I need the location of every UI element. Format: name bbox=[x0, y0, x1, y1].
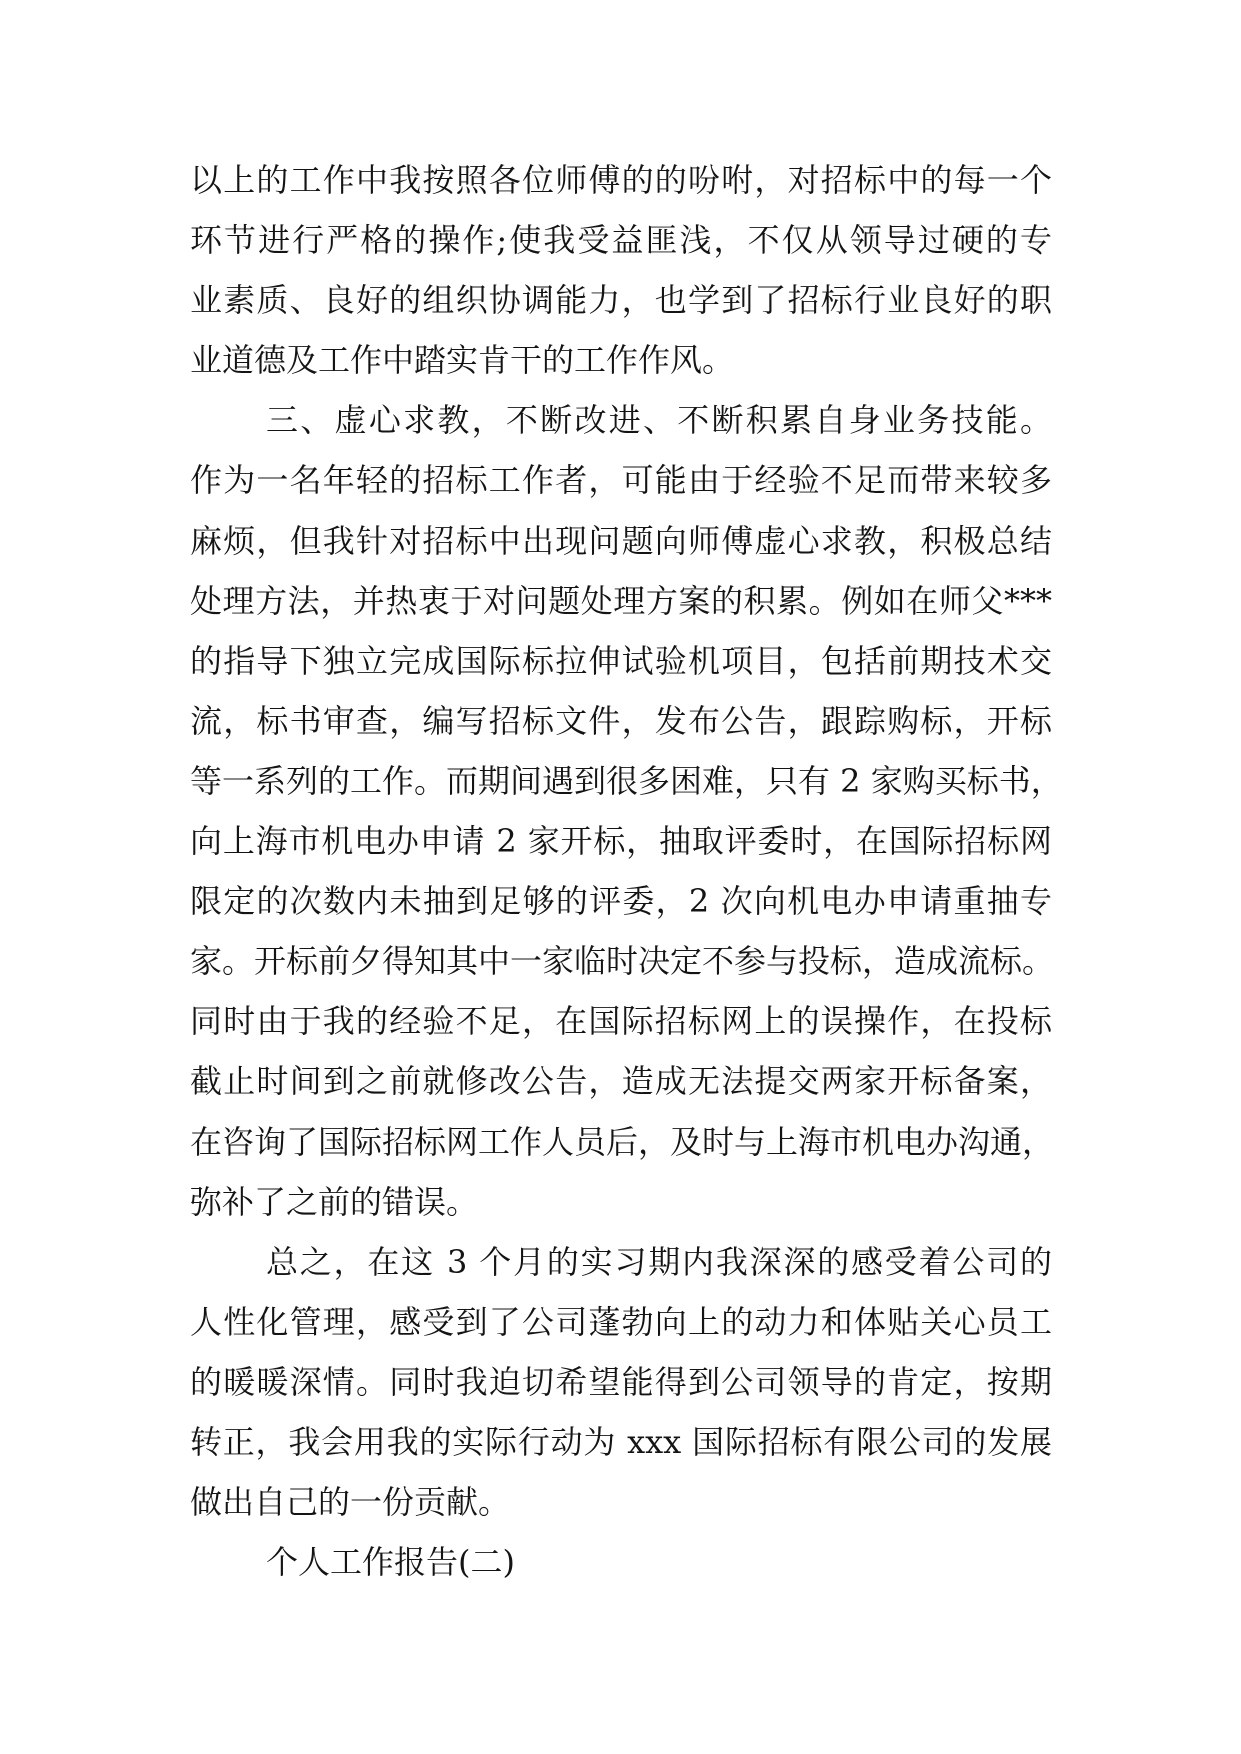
document-body bbox=[190, 150, 1063, 1592]
text-line: 弥补了之前的错误。 bbox=[190, 1182, 479, 1221]
text-line: 等一系列的工作。而期间遇到很多困难，只有 2 家购买标书， bbox=[190, 761, 1063, 800]
text-line: 的指导下独立完成国际标拉伸试验机项目，包括前期技术交 bbox=[190, 641, 1052, 680]
text-line: 处理方法，并热衷于对问题处理方案的积累。例如在师父*** bbox=[190, 581, 1052, 620]
text-line: 人性化管理，感受到了公司蓬勃向上的动力和体贴关心员工 bbox=[190, 1302, 1052, 1341]
text-line: 总之，在这 3 个月的实习期内我深深的感受着公司的 bbox=[266, 1242, 1052, 1281]
report-heading: 个人工作报告(二) bbox=[266, 1543, 515, 1582]
text-line: 环节进行严格的操作;使我受益匪浅，不仅从领导过硬的专 bbox=[190, 221, 1052, 260]
text-line: 同时由于我的经验不足，在国际招标网上的误操作，在投标 bbox=[190, 1002, 1052, 1041]
text-line: 转正，我会用我的实际行动为 xxx 国际招标有限公司的发展 bbox=[190, 1422, 1052, 1461]
text-line: 限定的次数内未抽到足够的评委，2 次向机电办申请重抽专 bbox=[190, 882, 1052, 921]
text-line: 业道德及工作中踏实肯干的工作作风。 bbox=[190, 341, 735, 380]
text-line: 的暖暖深情。同时我迫切希望能得到公司领导的肯定，按期 bbox=[190, 1362, 1052, 1401]
text-line: 家。开标前夕得知其中一家临时决定不参与投标，造成流标。 bbox=[190, 942, 1055, 981]
text-line: 麻烦，但我针对招标中出现问题向师傅虚心求教，积极总结 bbox=[190, 521, 1052, 560]
text-line: 在咨询了国际招标网工作人员后，及时与上海市机电办沟通， bbox=[190, 1122, 1055, 1161]
text-line: 以上的工作中我按照各位师傅的的吩咐，对招标中的每一个 bbox=[190, 161, 1052, 199]
text-line: 做出自己的一份贡献。 bbox=[190, 1483, 511, 1522]
section-heading: 三、虚心求教，不断改进、不断积累自身业务技能。 bbox=[266, 401, 1052, 440]
text-line: 向上海市机电办申请 2 家开标，抽取评委时，在国际招标网 bbox=[190, 822, 1052, 861]
text-line: 截止时间到之前就修改公告，造成无法提交两家开标备案， bbox=[190, 1062, 1052, 1101]
text-line: 业素质、良好的组织协调能力，也学到了招标行业良好的职 bbox=[190, 281, 1052, 320]
text-line: 流，标书审查，编写招标文件，发布公告，跟踪购标，开标 bbox=[190, 701, 1052, 740]
text-line: 作为一名年轻的招标工作者，可能由于经验不足而带来较多 bbox=[190, 461, 1052, 500]
